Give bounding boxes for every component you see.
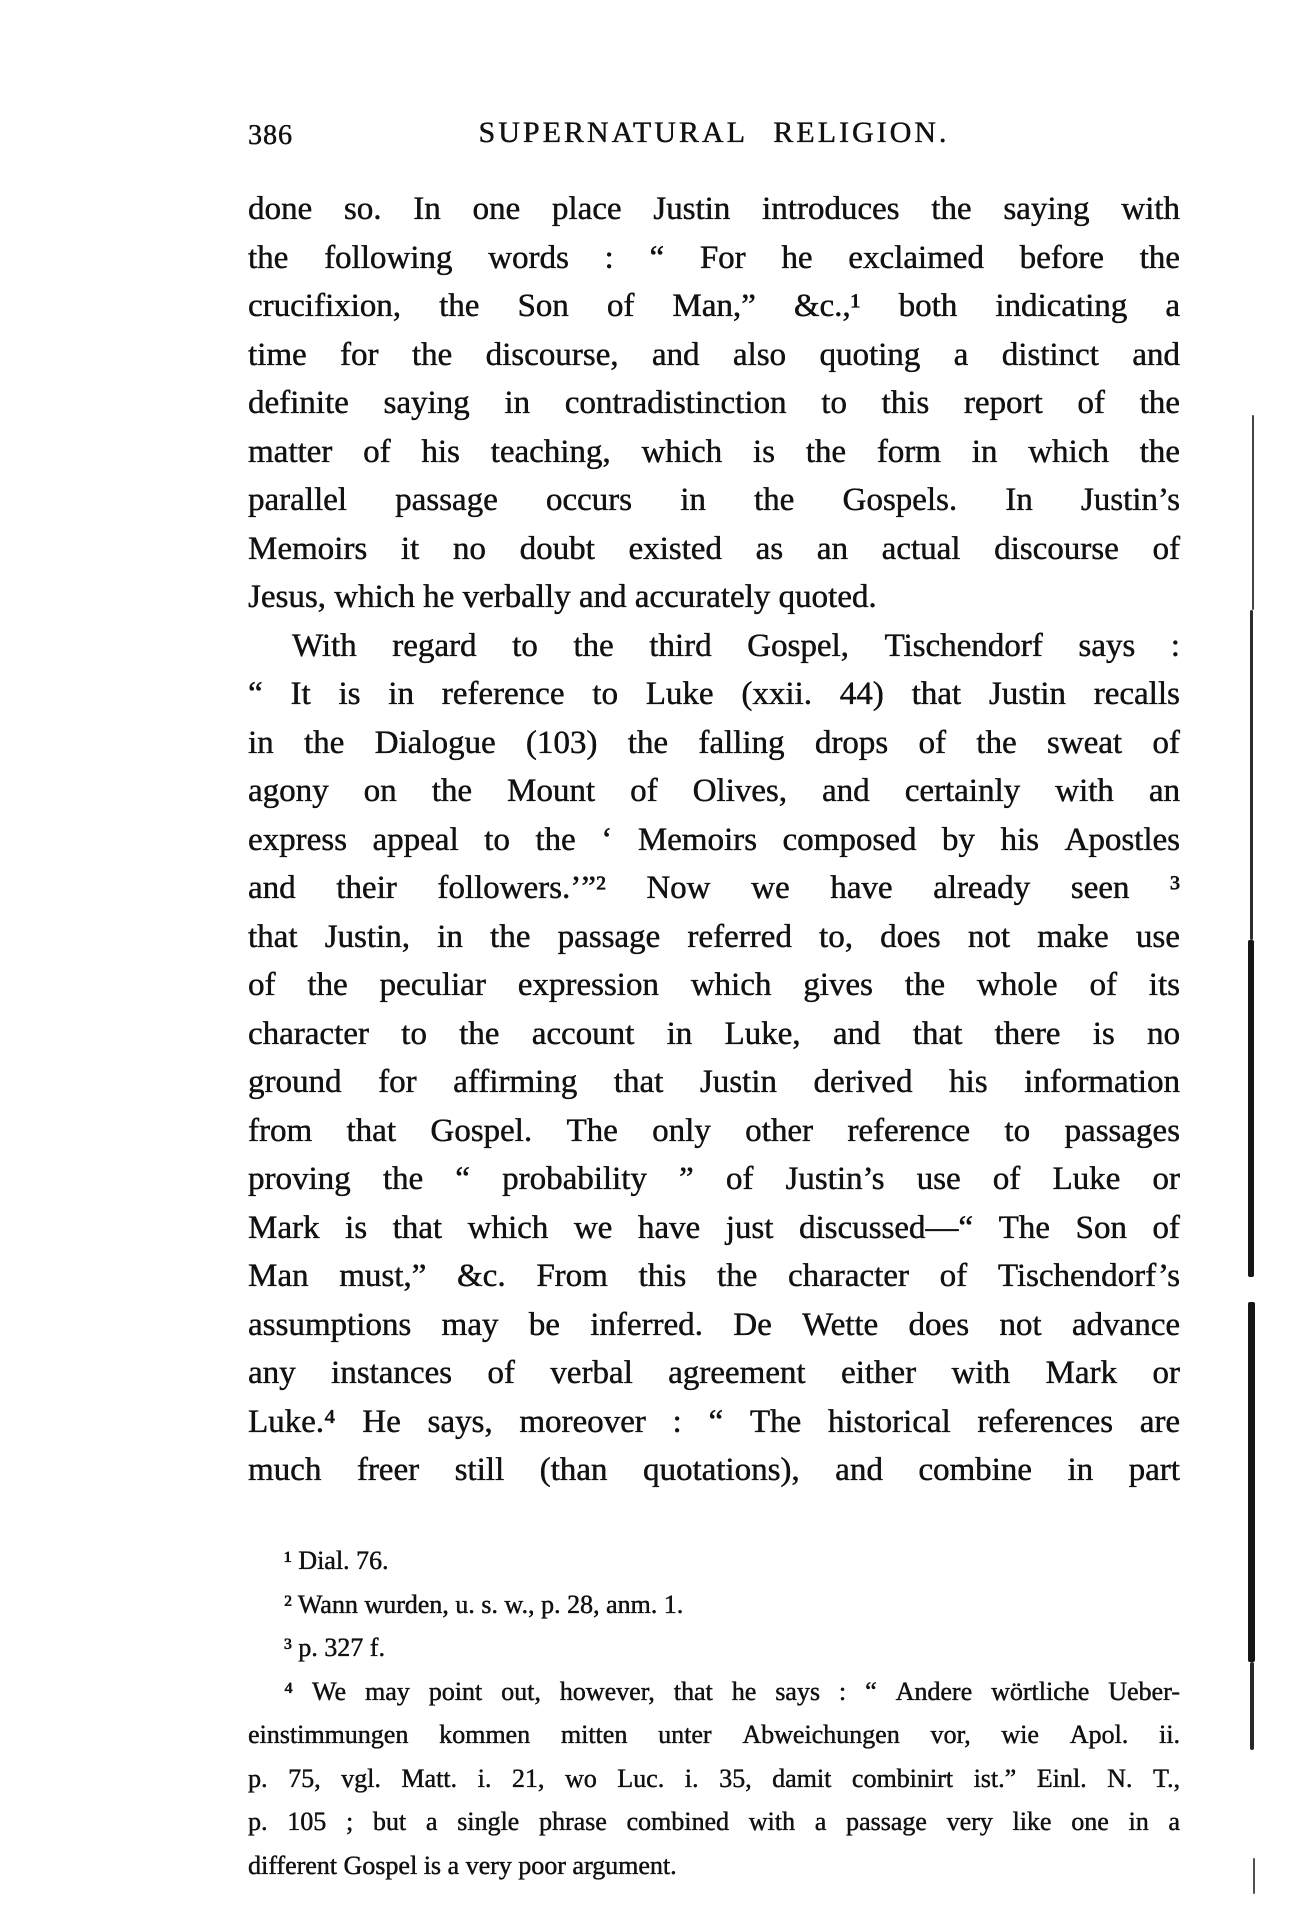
text-line: express appeal to the ‘ Memoirs composed by his Apostles xyxy=(248,821,1180,858)
footnotes-section xyxy=(248,1539,1180,1887)
text-line: definite saying in contradistinction to this report of the xyxy=(248,385,1180,421)
text-line: done so. In one place Justin introduces the saying with xyxy=(248,191,1180,227)
text-line: character to the account in Luke, and that there is no xyxy=(248,1015,1180,1052)
text-line: Man must,” &c. From this the character of Tischendorf’s xyxy=(248,1258,1180,1294)
scan-artifact-line xyxy=(1252,415,1254,610)
text-line: much freer still (than quotations), and combine in part xyxy=(248,1452,1180,1488)
footnote-line: ¹ Dial. 76. xyxy=(284,1546,389,1575)
footnote-line: different Gospel is a very poor argument. xyxy=(248,1850,677,1880)
text-line: Memoirs it no doubt existed as an actual discourse of xyxy=(248,530,1180,567)
footnote-line: ⁴ We may point out, however, that he says : “ Andere wörtliche Ueber- xyxy=(284,1676,1180,1706)
text-line: the following words : “ For he exclaimed before the xyxy=(248,239,1180,276)
scan-artifact-line xyxy=(1250,610,1253,940)
text-line: proving the “ probability ” of Justin’s use of Luke or xyxy=(248,1161,1180,1197)
text-line: With regard to the third Gospel, Tischendorf says : xyxy=(292,627,1180,664)
page-title: SUPERNATURAL RELIGION. xyxy=(478,116,950,149)
text-line: agony on the Mount of Olives, and certainly with an xyxy=(248,773,1180,809)
text-line: in the Dialogue (103) the falling drops of the sweat of xyxy=(248,724,1180,761)
footnote-line: ² Wann wurden, u. s. w., p. 28, anm. 1. xyxy=(284,1589,684,1619)
text-line: “ It is in reference to Luke (xxii. 44) that Justin recalls xyxy=(248,676,1180,712)
scan-artifact-line xyxy=(1248,940,1254,1277)
text-line: Luke.⁴ He says, moreover : “ The historical references are xyxy=(248,1403,1180,1440)
footnote-line: p. 75, vgl. Matt. i. 21, wo Luc. i. 35, damit combinirt ist.” Einl. N. T., xyxy=(248,1763,1180,1793)
footnote-line: einstimmungen kommen mitten unter Abweichungen vor, wie Apol. ii. xyxy=(248,1720,1180,1749)
text-line: any instances of verbal agreement either with Mark or xyxy=(248,1355,1180,1391)
text-line: from that Gospel. The only other reference to passages xyxy=(248,1112,1180,1149)
text-line: Mark is that which we have just discussed—“ The Son of xyxy=(248,1209,1180,1246)
body-text xyxy=(248,185,1180,1495)
footnote-line: p. 105 ; but a single phrase combined with a passage very like one in a xyxy=(248,1807,1180,1836)
page-header xyxy=(248,116,1180,152)
text-line: and their followers.’”² Now we have already seen ³ xyxy=(248,870,1180,906)
scan-artifact-line xyxy=(1248,1302,1255,1662)
text-line: parallel passage occurs in the Gospels. In Justin’s xyxy=(248,482,1180,518)
text-line: time for the discourse, and also quoting a distinct and xyxy=(248,336,1180,373)
text-line: matter of his teaching, which is the form in which the xyxy=(248,433,1180,470)
text-line: ground for affirming that Justin derived his information xyxy=(248,1064,1180,1100)
scan-artifact-line xyxy=(1250,1662,1254,1750)
page-number: 386 xyxy=(248,120,293,151)
text-line: Jesus, which he verbally and accurately quoted. xyxy=(248,579,877,615)
footnote-line: ³ p. 327 f. xyxy=(284,1633,385,1662)
text-line: crucifixion, the Son of Man,” &c.,¹ both indicating a xyxy=(248,288,1180,324)
text-line: assumptions may be inferred. De Wette does not advance xyxy=(248,1306,1180,1343)
scan-artifact-line xyxy=(1253,1858,1255,1894)
text-line: that Justin, in the passage referred to, does not make use xyxy=(248,918,1180,955)
text-line: of the peculiar expression which gives the whole of its xyxy=(248,967,1180,1003)
